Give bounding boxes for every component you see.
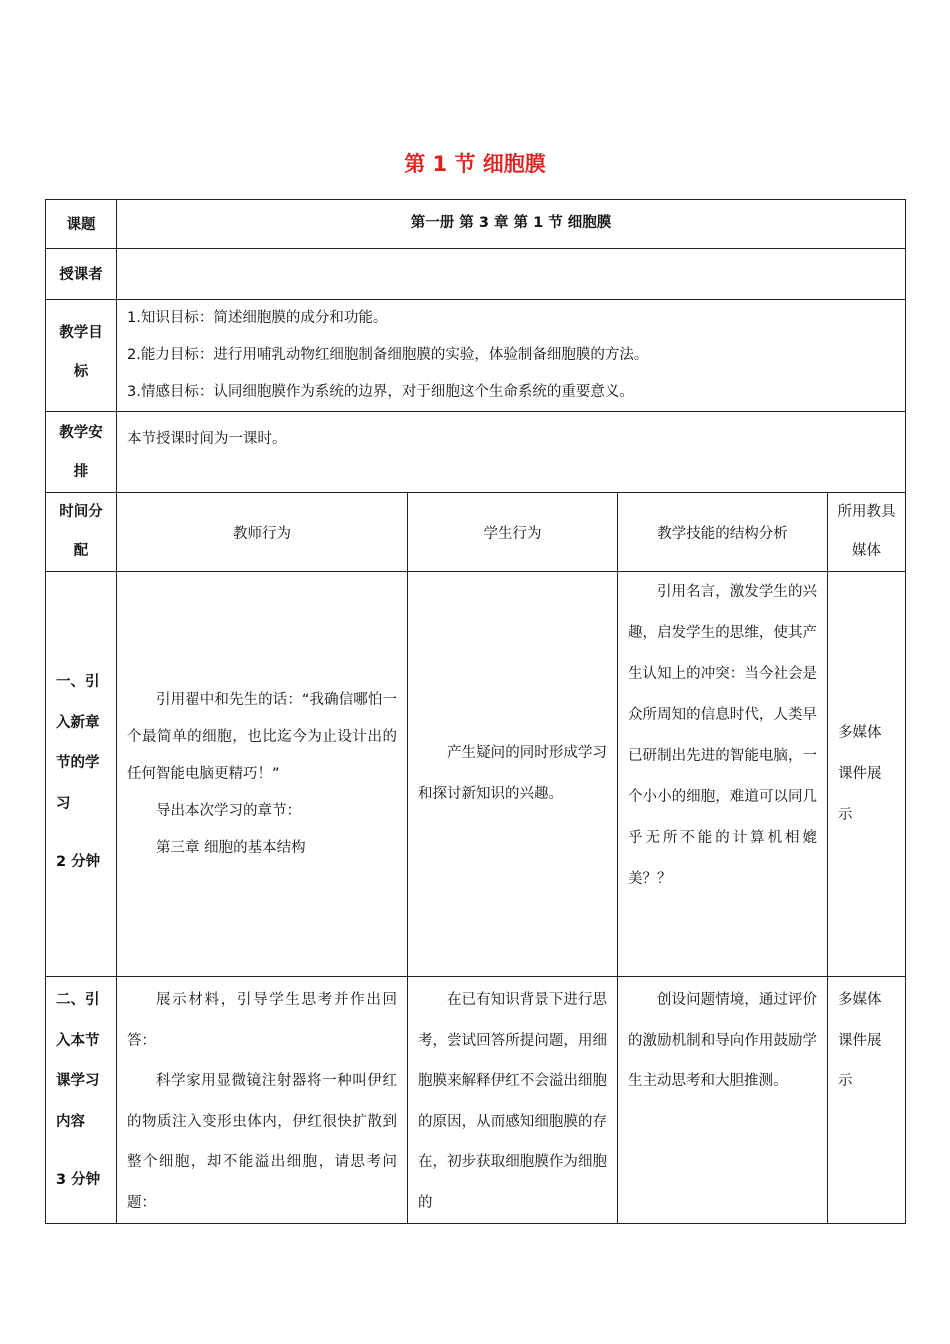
topic-row bbox=[46, 200, 906, 249]
stage-duration: 3 分钟 bbox=[56, 1172, 101, 1188]
teacher-label: 授课者 bbox=[46, 249, 117, 300]
stage-duration: 2 分钟 bbox=[56, 854, 101, 870]
col-time-header: 时间分 配 bbox=[46, 493, 117, 572]
topic-label: 课题 bbox=[46, 200, 117, 249]
arrangement-row bbox=[46, 412, 906, 493]
stage-label: 一、引 入新章 节的学 习 2 分钟 bbox=[46, 572, 117, 977]
stage-label: 二、引 入本节 课学习 内容 3 分钟 bbox=[46, 977, 117, 1224]
col-teacher-header: 教师行为 bbox=[117, 493, 408, 572]
teacher-row bbox=[46, 249, 906, 300]
arrangement-value: 本节授课时间为一课时。 bbox=[117, 412, 906, 493]
arrangement-label: 教学安 排 bbox=[46, 412, 117, 493]
objective-item: 2.能力目标：进行用哺乳动物红细胞制备细胞膜的实验，体验制备细胞膜的方法。 bbox=[127, 347, 649, 363]
col-media-header: 所用教具 媒体 bbox=[828, 493, 906, 572]
stage-media-cell: 多媒体课件展示 bbox=[828, 572, 906, 977]
topic-value: 第一册 第 3 章 第 1 节 细胞膜 bbox=[117, 200, 906, 249]
column-header-row bbox=[46, 493, 906, 572]
stage-student-cell: 在已有知识背景下进行思考，尝试回答所提问题，用细胞膜来解释伊红不会溢出细胞的原因，从而感知细胞膜的存在，初步获取细胞膜作为细胞的 bbox=[408, 977, 618, 1224]
objective-item: 3.情感目标：认同细胞膜作为系统的边界，对于细胞这个生命系统的重要意义。 bbox=[127, 384, 634, 400]
stage-analysis-cell: 创设问题情境，通过评价的激励机制和导向作用鼓励学生主动思考和大胆推测。 bbox=[618, 977, 828, 1224]
objectives-label: 教学目 标 bbox=[46, 300, 117, 412]
col-analysis-header: 教学技能的结构分析 bbox=[618, 493, 828, 572]
teacher-value bbox=[117, 249, 906, 300]
stage-row bbox=[46, 977, 906, 1224]
lesson-plan-table bbox=[45, 199, 906, 1224]
col-student-header: 学生行为 bbox=[408, 493, 618, 572]
stage-student-cell: 产生疑问的同时形成学习和探讨新知识的兴趣。 bbox=[408, 572, 618, 977]
objectives-list bbox=[117, 300, 906, 412]
stage-teacher-cell: 引用翟中和先生的话：“我确信哪怕一个最简单的细胞，也比迄今为止设计出的任何智能电脑更精巧！” 导出本次学习的章节： 第三章 细胞的基本结构 bbox=[117, 572, 408, 977]
stage-analysis-cell: 引用名言，激发学生的兴趣，启发学生的思维，使其产生认知上的冲突：当今社会是众所周知的信息时代，人类早已研制出先进的智能电脑，一个小小的细胞，难道可以同几乎无所不能的计算机相媲美？？ bbox=[618, 572, 828, 977]
stage-media-cell: 多媒体课件展示 bbox=[828, 977, 906, 1224]
page-title: 第 1 节 细胞膜 bbox=[404, 152, 546, 176]
objective-item: 1.知识目标：简述细胞膜的成分和功能。 bbox=[127, 310, 388, 326]
stage-teacher-cell: 展示材料，引导学生思考并作出回答： 科学家用显微镜注射器将一种叫伊红的物质注入变形虫体内，伊红很快扩散到整个细胞，却不能溢出细胞，请思考问题： bbox=[117, 977, 408, 1224]
objectives-row bbox=[46, 300, 906, 412]
stage-row bbox=[46, 572, 906, 977]
